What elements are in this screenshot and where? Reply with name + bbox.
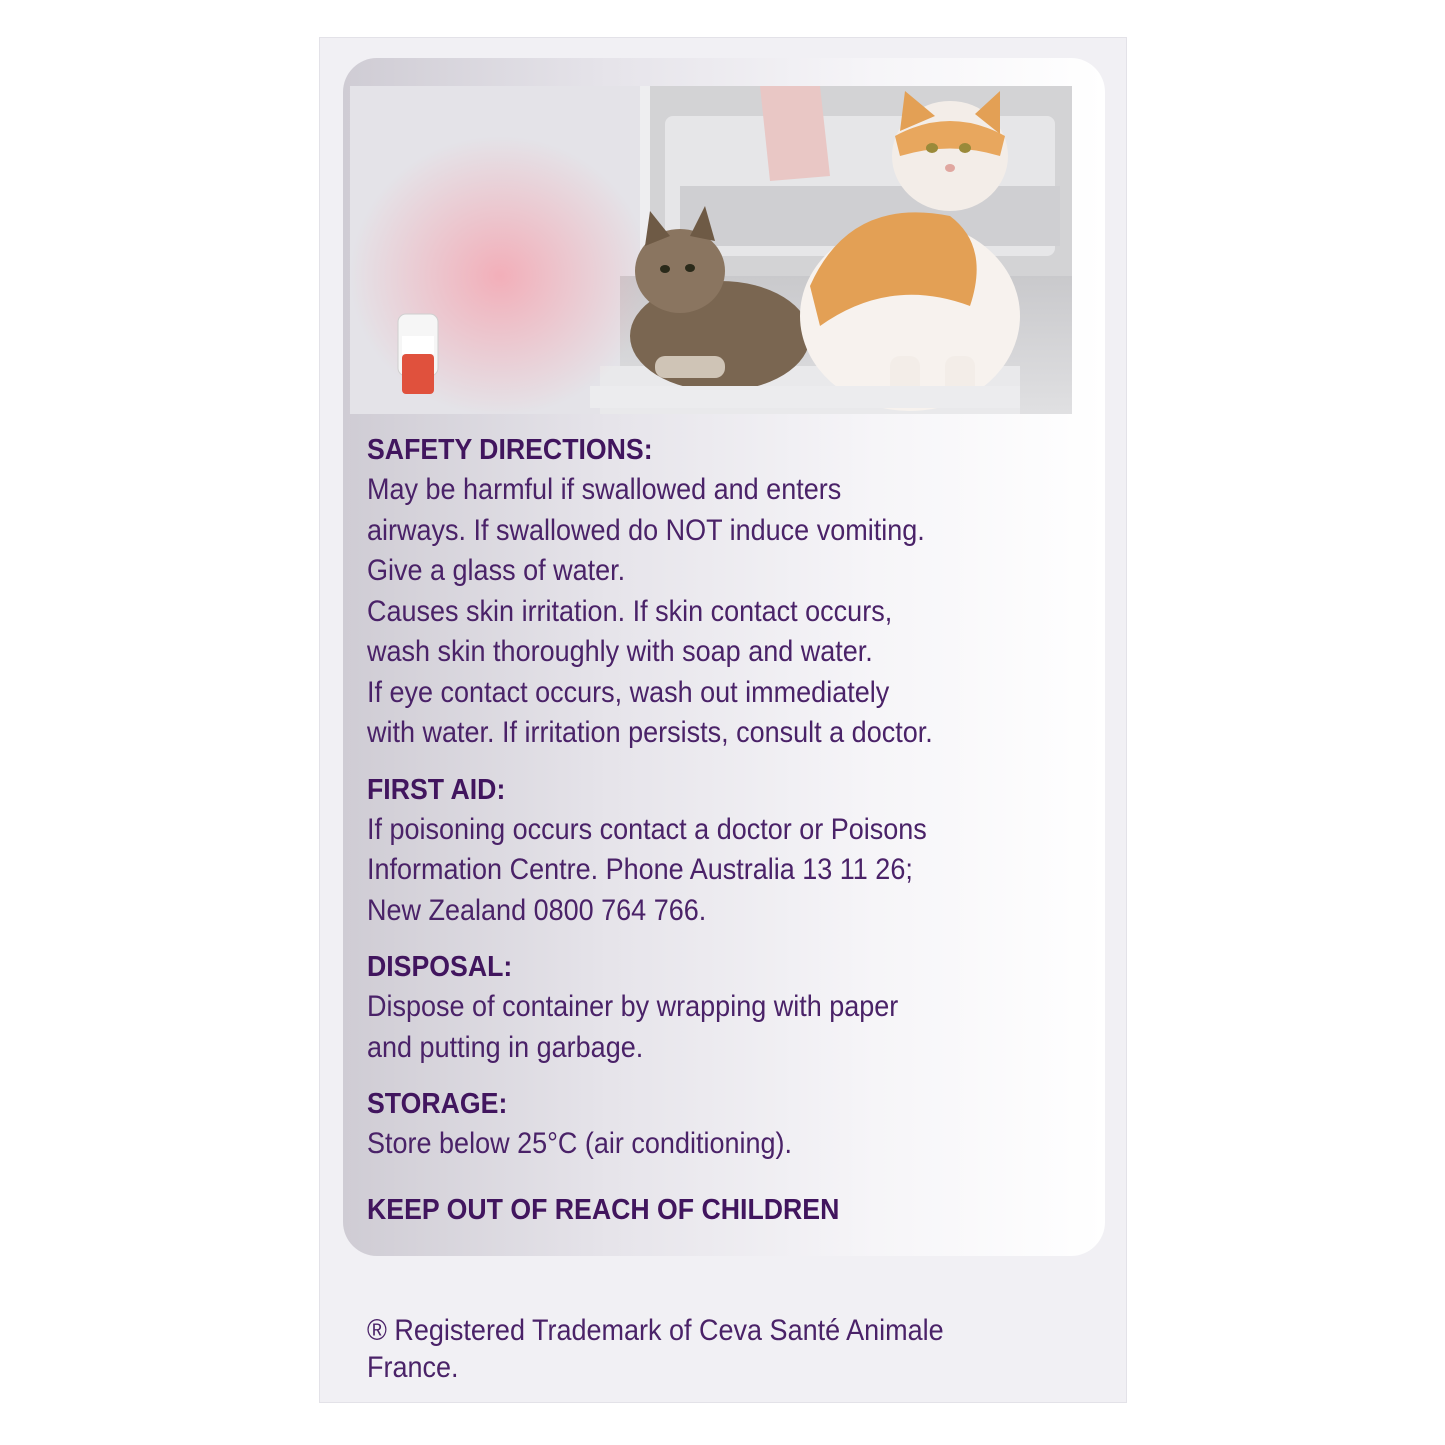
section-safety-directions [367,430,1087,754]
section-first-aid [367,770,1087,932]
trademark-line: France. [367,1351,459,1384]
first-aid-heading: FIRST AID: [367,773,506,806]
disposal-heading: DISPOSAL: [367,951,513,983]
text-line: and putting in garbage. [367,1030,644,1064]
text-line: New Zealand 0800 764 766. [367,893,707,927]
text-line: If eye contact occurs, wash out immediately [367,675,890,709]
text-line: Causes skin irritation. If skin contact occurs, [367,594,893,628]
keep-out-warning: KEEP OUT OF REACH OF CHILDREN [367,1194,840,1226]
text-line: with water. If irritation persists, consult a doctor. [367,716,933,749]
safety-directions-heading: SAFETY DIRECTIONS: [367,434,653,466]
text-line: Store below 25°C (air conditioning). [367,1127,793,1160]
text-line: Dispose of container by wrapping with paper [367,990,899,1023]
text-line: Information Centre. Phone Australia 13 11 26; [367,853,913,886]
storage-heading: STORAGE: [367,1088,508,1120]
text-line: Give a glass of water. [367,554,626,587]
cats-photo [350,86,1072,414]
section-storage [367,1084,1087,1165]
trademark-line: ® Registered Trademark of Ceva Santé Animale [367,1314,944,1347]
section-disposal [367,947,1087,1068]
trademark-notice [367,1312,944,1386]
text-line: wash skin thoroughly with soap and water. [367,635,873,668]
text-line: May be harmful if swallowed and enters [367,473,842,506]
text-line: airways. If swallowed do NOT induce vomiting. [367,513,925,547]
safety-info [367,430,1087,1181]
text-line: If poisoning occurs contact a doctor or Poisons [367,812,927,846]
